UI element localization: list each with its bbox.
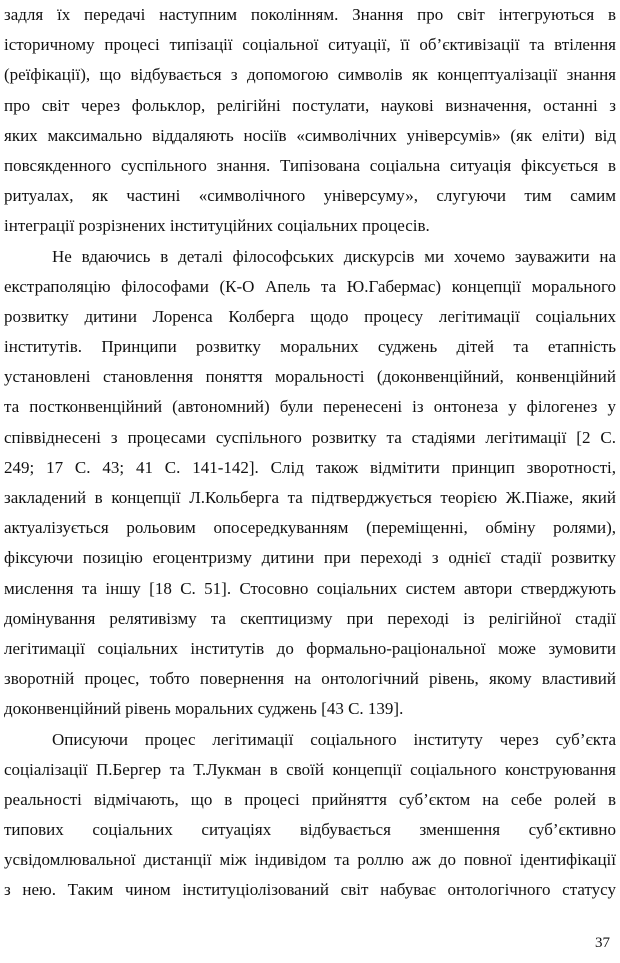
text-line: співвіднесені з процесами суспільного розвитку та стадіями легітимації [2 С. [4, 427, 616, 447]
text-line: інститутів. Принципи розвитку моральних суджень дітей та етапність [4, 337, 616, 357]
text-line: та постконвенційний (автономний) були перенесені із онтонеза у філогенез у [4, 397, 616, 417]
page-number: 37 [595, 935, 610, 951]
text-line: типових соціальних ситуаціях відбувається зменшення суб’єктивно [4, 820, 616, 840]
text-line: з нею. Таким чином інституціолізований світ набуває онтологічного статусу [4, 880, 616, 900]
text-line: Не вдаючись в деталі філософських дискурсів ми хочемо зауважити на [52, 246, 616, 266]
text-line: екстраполяцію філософами (К-О Апель та Ю.Габермас) концепції морального [4, 276, 616, 296]
text-line: закладений в концепції Л.Кольберга та підтверджується теорією Ж.Піаже, який [4, 488, 616, 507]
text-line: яких максимально віддаляють носіїв «символічних універсумів» (як еліти) від [4, 125, 616, 145]
text-line: ритуалах, як частині «символічного універсуму», слугуючи тим самим [4, 186, 616, 206]
text-line: інтеграції розрізнених інституційних соціальних процесів. [4, 216, 430, 236]
text-line: повсякденного суспільного знання. Типізована соціальна ситуація фіксується в [4, 155, 616, 175]
text-line: розвитку дитини Лоренса Колберга щодо процесу легітимації соціальних [4, 306, 616, 326]
text-line: зворотній процес, тобто повернення на онтологічний рівень, якому властивий [4, 669, 616, 689]
body-text [4, 0, 616, 906]
text-line: домінування релятивізму та скептицизму при переході із релігійної стадії [4, 608, 616, 628]
text-line: Описуючи процес легітимації соціального інституту через суб’єкта [52, 729, 616, 749]
text-line: установлені становлення поняття моральності (доконвенційний, конвенційний [4, 367, 616, 387]
text-line: легітимації соціальних інститутів до формально-раціональної може зумовити [4, 638, 616, 658]
text-line: історичному процесі типізації соціальної ситуації, її об’єктивізації та втілення [4, 35, 616, 55]
text-line: (реїфікації), що відбувається з допомогою символів як концептуалізації знання [4, 65, 616, 85]
text-line: про світ через фольклор, релігійні постулати, наукові визначення, останні з [4, 95, 616, 115]
text-line: мислення та іншу [18 С. 51]. Стосовно соціальних систем автори стверджують [4, 578, 616, 598]
text-line: усвідомлювальної дистанції між індивідом та роллю аж до повної ідентифікації [4, 850, 616, 870]
text-line: актуалізується рольовим опосередкуванням (переміщенні, обміну ролями), [4, 518, 616, 538]
text-line: соціалізації П.Бергер та Т.Лукман в своїй концепції соціального конструювання [4, 759, 616, 779]
text-line: 249; 17 С. 43; 41 С. 141-142]. Слід також відмітити принцип зворотності, [4, 457, 616, 477]
text-line: фіксуючи позицію егоцентризму дитини при переході з однієї стадії розвитку [4, 548, 616, 568]
text-line: доконвенційний рівень моральних суджень [43 С. 139]. [4, 699, 404, 719]
text-line: задля їх передачі наступним поколінням. Знання про світ інтегруються в [4, 5, 616, 24]
text-line: реальності відмічають, що в процесі прийняття суб’єктом на себе ролей в [4, 789, 616, 809]
